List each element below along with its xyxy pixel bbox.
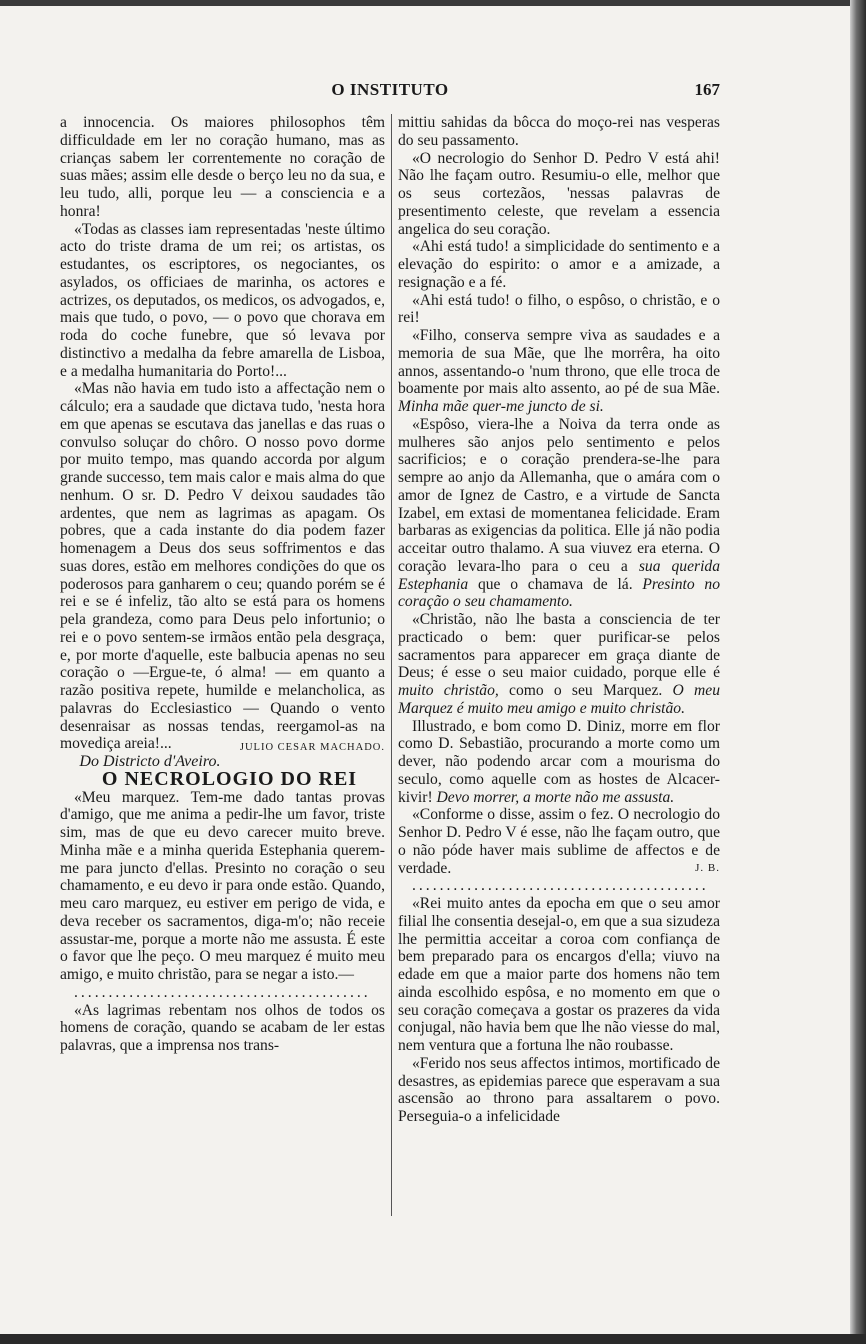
italic-quote: Presinto no coração o seu chamamento. xyxy=(398,575,720,611)
paragraph-text: «Filho, conserva sempre viva as saudades e a memoria de sua Mãe, que lhe morrêra, ha oito annos, assentando-o 'num throno, que elle troca de boamente por mais alto assento, ao pé de sua Mãe. xyxy=(398,327,720,398)
journal-page xyxy=(0,6,850,1336)
italic-quote: muito christão, xyxy=(398,682,499,699)
paragraph-text: «Espôso, viera-lhe a Noiva da terra onde as mulheres são anjos pelo sentimento e pelos sacrificios; e o coração prendera-se-lhe para sempre ao anjo da Allemanha, que o amára com o amor de Ignez de Castro, e a virtude de Sancta Izabel, em extasi de momentanea felicidade. Eram barbaras as exigencias da politica. Elle já não podia acceitar outro thalamo. A sua viuvez era eterna. O coração levara-lho para o ceu a xyxy=(398,415,720,575)
paragraph xyxy=(398,806,720,877)
paragraph: «Rei muito antes da epocha em que o seu amor filial lhe consentia desejal-o, em que a sua sizudeza lhe permittia acceitar a coroa com confiança de bem preparado para os encargos d'ella; viuvo na edade em que a maior parte dos homens não tem ainda escolhido espôsa, e no momento em que o seu coração começava a gostar os prazeres da vida conjugal, não havia bem que lhe não viesse do mal, nem ventura que a fortuna lhe não roubasse. xyxy=(398,895,720,1054)
paragraph-text: «Mas não havia em tudo isto a affectação nem o cálculo; era a saudade que dictava tudo, 'nesta hora em que apenas se escutava das janellas e das ruas o convulso soluçar do chôro. O nosso povo dorme por muito tempo, mas quando accorda por algum grande successo, tem mais calor e mais alma do que nenhum. O sr. D. Pedro V deixou saudades tão ardentes, que nem as lagrimas as apagam. Os pobres, que a cada instante do dia podem fazer homenagem a Deus dos seus soffrimentos e das suas dores, estão em melhores condições do que os poderosos para ganharem o ceu; quando porém se é rei e se é infeliz, tão alto se está para os homens pela grandeza, como para Deus pelo infortunio; o rei e o povo sentem-se irmãos então pela desgraça, e, por morte d'aquelle, este balbucia apenas no seu coração o —Ergue-te, ó alma! — em quanto a razão positiva repete, humilde e melancholica, as palavras do Ecclesiastico — Quando o vento desenraisar as nossas tendas, reergamol-as na movediça areia!... xyxy=(60,380,385,753)
paragraph xyxy=(398,611,720,718)
paragraph-text: como o seu Marquez. xyxy=(498,682,673,699)
italic-quote: O meu Marquez é muito meu amigo e muito christão. xyxy=(398,682,720,717)
running-header xyxy=(60,80,720,106)
page-number: 167 xyxy=(694,80,720,99)
paragraph-text: «Christão, não lhe basta a consciencia de ter practicado o bem: quer purificar-se pelos sacramentos para apparecer em graça diante de Deus; é esse o seu maior cuidado, porque elle é xyxy=(398,611,720,682)
dotted-separator: ........................................... xyxy=(412,877,709,895)
paragraph xyxy=(60,380,385,753)
article-heading: O NECROLOGIO DO REI xyxy=(101,767,358,790)
italic-quote: sua querida Estephania xyxy=(398,557,720,593)
left-column xyxy=(60,114,385,1055)
paragraph: «Ahi está tudo! o filho, o espôso, o christão, e o rei! xyxy=(398,291,720,327)
paragraph xyxy=(398,718,720,807)
paragraph: «As lagrimas rebentam nos olhos de todos os homens de coração, quando se acabam de ler estas palavras, que a imprensa nos trans- xyxy=(60,1001,385,1054)
dotted-separator: ........................................... xyxy=(74,983,371,1001)
book-spine-edge xyxy=(850,0,866,1344)
journal-title: O INSTITUTO xyxy=(331,80,449,99)
column-divider xyxy=(391,114,392,1216)
paragraph-text: que o chamava de lá. xyxy=(468,575,643,593)
author-initials: J. B. xyxy=(695,861,720,874)
italic-quote: Devo morrer, a morte não me assusta. xyxy=(436,788,675,806)
paragraph: «Todas as classes iam representadas 'neste último acto do triste drama de um rei; os artistas, os estudantes, os escriptores, os negociantes, os asylados, os officiaes de marinha, os actores e actrizes, os deputados, os medicos, os advogados, e, mais que tudo, o povo, — o povo que chorava em roda do coche funebre, que só levava por distinctivo a medalha da febre amarella de Lisboa, e a medalha humanitaria do Porto!... xyxy=(60,220,385,380)
right-column xyxy=(398,114,720,1126)
paragraph-text: «Conforme o disse, assim o fez. O necrologio do Senhor D. Pedro V é esse, não lhe façam outro, que o não póde haver mais sublime de affectos e de verdade. xyxy=(398,806,720,877)
paragraph: «Ahi está tudo! a simplicidade do sentimento e a elevação do espirito: o amor e a amizade, a resignação e a fé. xyxy=(398,238,720,291)
paragraph: a innocencia. Os maiores philosophos têm difficuldade em ler no coração humano, mas as crianças sabem ler correntemente no coração de suas mães; assim elle desde o berço leu no da sua, e leu tudo, alli, porque leu — a consciencia e a honra! xyxy=(60,114,385,220)
author-signature: JULIO CESAR MACHADO. xyxy=(239,742,385,754)
dateline: Do Districto d'Aveiro. xyxy=(79,753,221,770)
scan-bottom-edge xyxy=(0,1334,866,1344)
paragraph: «Meu marquez. Tem-me dado tantas provas d'amigo, que me anima a pedir-lhe um favor, triste sim, mas de que eu devo carecer muito breve. Minha mãe e a minha querida Estephania querem-me para juncto d'ellas. Presinto no coração o seu chamamento, e eu devo ir para onde estão. Quando, meu caro marquez, eu estiver em perigo de vida, e deva receber os sacramentos, diga-m'o; não receie assustar-me, porque a morte não me assusta. É este o favor que lhe peço. O meu marquez é muito meu amigo, e muito christão, para se negar a isto.— xyxy=(60,788,385,983)
italic-quote: Minha mãe quer-me juncto de si. xyxy=(398,398,604,415)
paragraph xyxy=(398,416,720,611)
paragraph: «O necrologio do Senhor D. Pedro V está ahi! Não lhe façam outro. Resumiu-o elle, melhor que os seus cortezãos, 'nessas palavras de presentimento celeste, que revelam a essencia angelica do seu coração. xyxy=(398,149,720,238)
paragraph xyxy=(398,327,720,416)
paragraph: mittiu sahidas da bôcca do moço-rei nas vesperas do seu passamento. xyxy=(398,114,720,149)
paragraph-text: Illustrado, e bom como D. Diniz, morre em flor como D. Sebastião, procurando a morte como um dever, não podendo arcar com a mourisma do seculo, como aquelle com as hostes de Alcacer-kivir! xyxy=(398,717,720,806)
paragraph: «Ferido nos seus affectos intimos, mortificado de desastres, as epidemias parece que esperavam a sua ascensão ao throno para assaltarem o povo. Perseguia-o a infelicidade xyxy=(398,1054,720,1125)
